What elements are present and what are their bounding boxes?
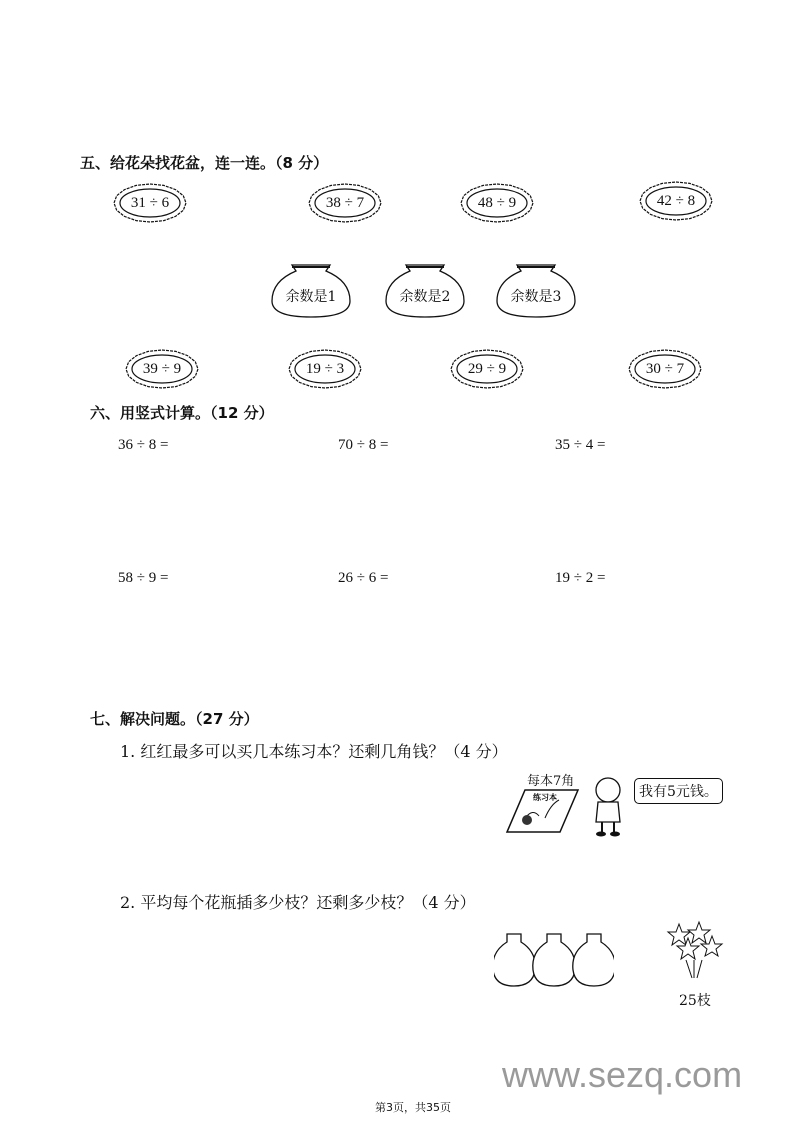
notebook-label: 练习本 — [533, 792, 557, 802]
flower-pot[interactable] — [493, 262, 579, 318]
flower-expression[interactable] — [287, 349, 363, 389]
flower-pot[interactable] — [268, 262, 354, 318]
flower-label: 29 ÷ 9 — [467, 361, 507, 377]
pot-label: 余数是3 — [510, 289, 562, 305]
flower-pot[interactable] — [382, 262, 468, 318]
flower-label: 31 ÷ 6 — [130, 195, 170, 211]
flower-label: 39 ÷ 9 — [142, 361, 182, 377]
equation: 19 ÷ 2 = — [555, 570, 606, 586]
speech-bubble: 我有5元钱。 — [634, 778, 723, 804]
flower-label: 19 ÷ 3 — [305, 361, 345, 377]
flower-label: 30 ÷ 7 — [645, 361, 685, 377]
girl-illustration — [588, 776, 628, 838]
flower-label: 42 ÷ 8 — [656, 193, 696, 209]
flower-expression[interactable] — [112, 183, 188, 223]
flower-expression[interactable] — [307, 183, 383, 223]
flower-label: 48 ÷ 9 — [477, 195, 517, 211]
bouquet-illustration — [664, 920, 724, 980]
flower-expression[interactable] — [124, 349, 200, 389]
flower-expression[interactable] — [449, 349, 525, 389]
vases-illustration — [494, 932, 614, 988]
flower-label: 38 ÷ 7 — [325, 195, 365, 211]
bouquet-count: 25枝 — [679, 993, 711, 1009]
equation: 35 ÷ 4 = — [555, 437, 606, 453]
flower-expression[interactable] — [627, 349, 703, 389]
equation: 26 ÷ 6 = — [338, 570, 389, 586]
section7-title: 七、解决问题。（27 分） — [90, 710, 259, 728]
flower-expression[interactable] — [459, 183, 535, 223]
equation: 36 ÷ 8 = — [118, 437, 169, 453]
flower-expression[interactable] — [638, 181, 714, 221]
section6-title: 六、用竖式计算。（12 分） — [90, 404, 274, 422]
section5-title: 五、给花朵找花盆，连一连。（8 分） — [80, 154, 329, 172]
watermark: www.sezq.com — [502, 1054, 743, 1095]
page-footer: 第3页，共35页 — [375, 1101, 451, 1114]
question-2: 2. 平均每个花瓶插多少枝？还剩多少枝？（4 分） — [120, 893, 476, 912]
equation: 58 ÷ 9 = — [118, 570, 169, 586]
pot-label: 余数是2 — [399, 289, 451, 305]
pot-label: 余数是1 — [285, 289, 337, 305]
equation: 70 ÷ 8 = — [338, 437, 389, 453]
question-1: 1. 红红最多可以买几本练习本？还剩几角钱？（4 分） — [120, 742, 508, 761]
price-label: 每本7角 — [527, 774, 575, 789]
